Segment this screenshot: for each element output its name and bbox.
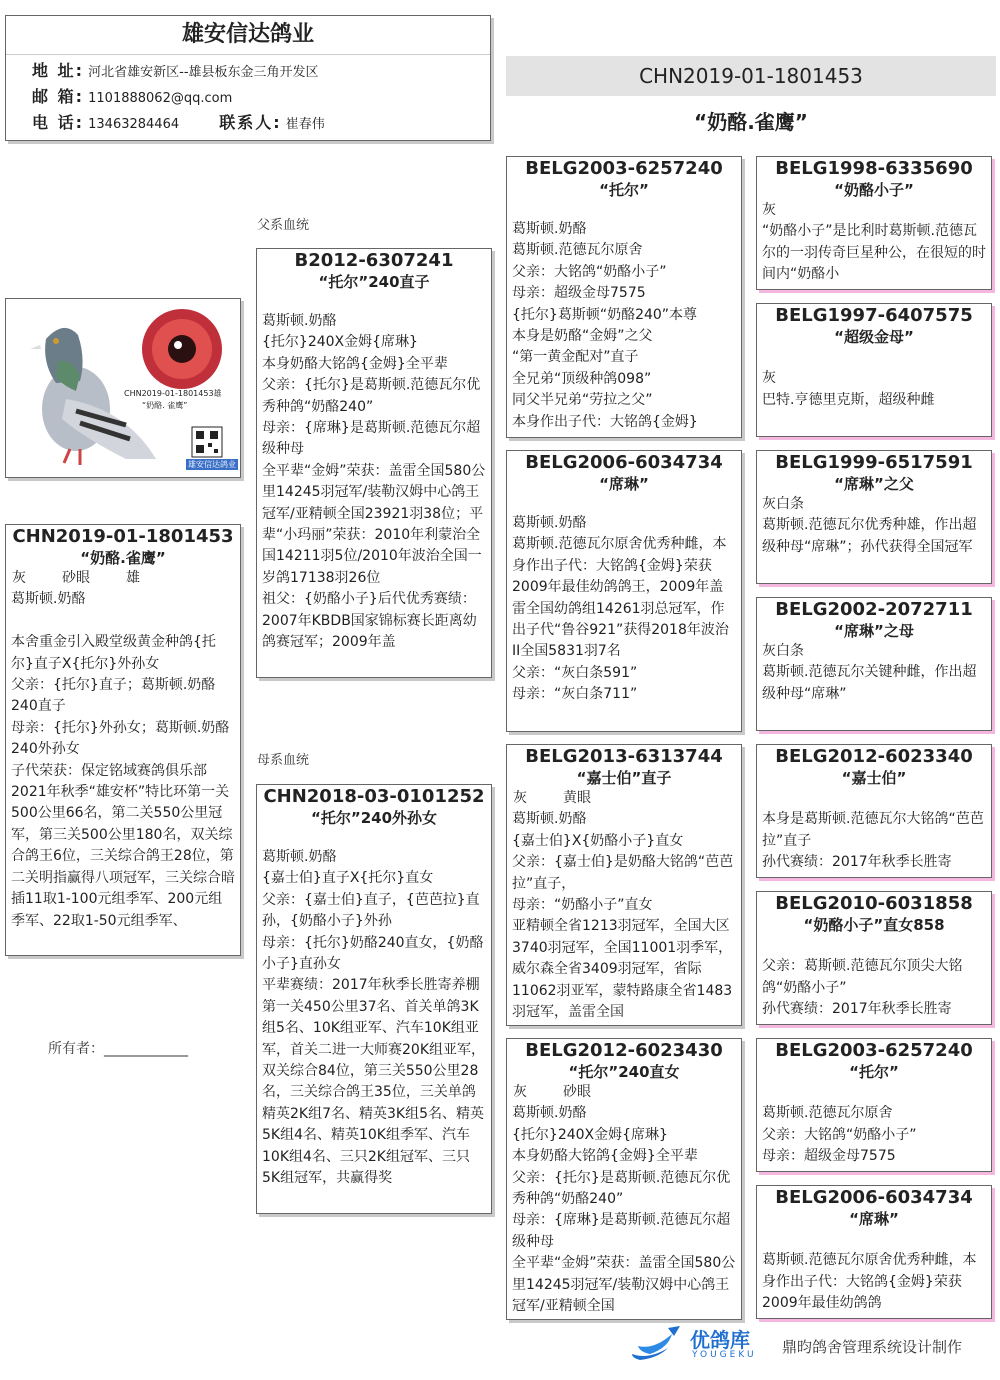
pedigree-text-line: {托尔}240X金姆{席琳} (262, 334, 418, 351)
ddd-nick: “席琳” (849, 1210, 899, 1228)
pedigree-text-line: 葛斯顿.范德瓦尔原舍 (512, 242, 643, 259)
pedigree-text-line: 全平辈“金姆”荣获：盖雷全国580公里14245羽冠军/装勒汉姆中心鸽王冠军/亚精顿全国 (512, 1255, 736, 1315)
pedigree-text-line: {嘉士伯}X{奶酪小子}直女 (512, 832, 684, 849)
dam-lines (257, 847, 491, 1190)
footer-credit: 鼎昀鸽舍管理系统设计制作 (782, 1338, 963, 1356)
pedigree-text-line: 子代荣获：保定铭域赛鸽俱乐部2021年秋季“雄安杯”特比环第一关500公里66名，第二关550公里冠军，第三关500公里180名，双关综合鸽王6位，三关综合鸽王28位，第二关明指赢得八项冠军，三关综合暗插11取1-100元组季军、200元组季军、22取1-50元组季军、 (11, 762, 235, 929)
ds-color: 灰 (513, 790, 527, 806)
sire-card (256, 248, 492, 678)
main-color: 灰 (12, 570, 26, 586)
pedigree-text-line: 母亲：“灰白条711” (512, 686, 638, 703)
pedigree-text-line: 父亲：葛斯顿.范德瓦尔顶尖大铭鸽“奶酪小子” (762, 958, 963, 996)
pedigree-text-line: 本身作出子代：大铭鸽{金姆} (512, 413, 698, 430)
pedigree-text-line: 葛斯顿.范德瓦尔原舍 (762, 1105, 893, 1122)
pedigree-text-line: 祖父：{奶酪小子}后代优秀赛绩：2007年KBDB国家锦标赛长距离幼鸽赛冠军；2009年盖 (262, 591, 477, 651)
sire-lines (257, 311, 491, 654)
pedigree-text-line (11, 611, 235, 632)
dss-nick: “嘉士伯” (841, 769, 907, 787)
email-label: 邮 箱: (32, 87, 84, 106)
ddd-lines (757, 1229, 991, 1315)
ss-nick: “托尔” (599, 181, 649, 199)
pedigree-text-line: 父亲：{托尔}是葛斯顿.范德瓦尔优秀种鸽“奶酪240” (512, 1169, 731, 1208)
dsd-card (756, 891, 992, 1025)
pedigree-text-line: 葛斯顿.范德瓦尔关键种雌，作出超级种母“席琳” (762, 664, 977, 702)
pedigree-text-line: 葛斯顿.范德瓦尔原舍优秀种雌，本身作出子代：大铭鸽{金姆}荣获2009年最佳幼鸽鸽 (762, 1252, 977, 1312)
dam-nick: “托尔”240外孙女 (310, 809, 438, 827)
pedigree-text-line: 葛斯顿.范德瓦尔原舍优秀种雌，本身作出子代：大铭鸽{金姆}荣获2009年最佳幼鸽鸽王，2009年盖雷全国幼鸽组14261羽总冠军，作出子代“鲁谷921”获得2018年波治II全国5831羽7名 (512, 536, 729, 660)
pedigree-text-line (762, 1082, 986, 1103)
photo-caption-ring: CHN2019-01-1801453雄 (124, 389, 222, 398)
pedigree-text-line: 本身是葛斯顿.范德瓦尔大铭鸽“芭芭拉”直子 (762, 811, 984, 849)
pedigree-text-line: {嘉士伯}直子X{托尔}直女 (262, 870, 434, 887)
dds-ring: BELG2003-6257240 (775, 1040, 973, 1061)
pedigree-text-line: 葛斯顿.奶酪 (512, 515, 587, 531)
ss-card (506, 156, 742, 438)
subject-nick: “奶酪.雀鹰” (694, 110, 808, 134)
sss-ring: BELG1998-6335690 (775, 158, 973, 179)
pedigree-text-line: 灰 (762, 202, 776, 218)
address-label: 地 址: (32, 61, 84, 80)
ds-ring: BELG2013-6313744 (525, 746, 723, 767)
owner-label: 所有者：____________ (48, 1041, 188, 1057)
pedigree-text-line: 孙代赛绩：2017年秋季长胜寄 (762, 854, 952, 871)
pedigree-text-line: 母亲：{席琳}是葛斯顿.范德瓦尔超级种母 (512, 1212, 731, 1250)
dsd-nick: “奶酪小子”直女858 (803, 916, 945, 934)
pigeon-photo (5, 298, 241, 478)
dss-card (756, 744, 992, 878)
dss-ring: BELG2012-6023340 (775, 746, 973, 767)
sss-nick: “奶酪小子” (834, 181, 914, 199)
pedigree-text-line: 母亲：超级金母7575 (762, 1148, 896, 1165)
pedigree-text-line: 本舍重金引入殿堂级黄金种鸽{托尔}直子X{托尔}外孙女 (11, 634, 216, 672)
subject-ring: CHN2019-01-1801453 (506, 56, 996, 96)
pedigree-text-line: 平辈赛绩：2017年秋季长胜寄养棚第一关450公里37名、首关单鸽3K组5名、10K组亚军、汽车10K组亚军，首关二进一大师赛20K组亚军，双关综合84位，第三关550公里28名，三关综合鸽王35位，三关单鸽精英2K组7名、精英3K组5名、精英5K组4名、精英10K组季军、汽车10K组4名、三只2K组冠军、三只5K组冠军，共赢得奖 (262, 977, 485, 1187)
sds-ring: BELG1999-6517591 (775, 452, 973, 473)
footer-brand (628, 1322, 988, 1368)
phone: 13463284464 (88, 117, 180, 132)
main-nick: “奶酪.雀鹰” (80, 549, 166, 567)
pedigree-text-line: 亚精顿全省1213羽冠军，全国大区3740羽冠军，全国11001羽季军，威尔森全省3409羽冠军，省际11062羽亚军，蒙特路康全省1483羽冠军，盖雷全国 (512, 918, 733, 1021)
sds-nick: “席琳”之父 (834, 475, 914, 493)
pedigree-text-line: 葛斯顿.奶酪 (11, 591, 86, 608)
pedigree-text-line (762, 347, 986, 368)
pedigree-text-line: 巴特.亨德里克斯，超级种雌 (762, 391, 935, 408)
main-ring: CHN2019-01-1801453 (12, 526, 234, 547)
pedigree-text-line: 父亲：{托尔}直子；葛斯顿.奶酪240直子 (11, 677, 216, 715)
dd-ring: BELG2012-6023430 (525, 1040, 723, 1061)
pedigree-text-line: 葛斯顿.范德瓦尔优秀种雄，作出超级种母“席琳”；孙代获得全国冠军 (762, 517, 977, 555)
sss-card (756, 156, 992, 290)
ds-nick: “嘉士伯”直子 (576, 769, 672, 787)
loft-header (5, 15, 491, 141)
pedigree-text-line: 父亲：{嘉士伯}直子，{芭芭拉}直孙，{奶酪小子}外孙 (262, 891, 480, 930)
ssd-lines (757, 347, 991, 411)
pedigree-text-line: 本身奶酪大铭鸽{金姆}全平辈 (262, 355, 448, 372)
main-sex: 雄 (126, 570, 140, 586)
pedigree-text-line (762, 788, 986, 809)
ds-lines (507, 809, 741, 1023)
address: 河北省雄安新区--雄县板东金三角开发区 (88, 65, 319, 80)
pedigree-text-line: 全兄弟“顶级种鸽098” (512, 370, 652, 387)
pedigree-text-line: 本身是奶酪“金姆”之父 (512, 328, 653, 345)
pedigree-text-line: 母亲：{托尔}奶酪240直女，{奶酪小子}直孙女 (262, 934, 484, 973)
dam-card (256, 784, 492, 1214)
pigeon-illustration (6, 299, 240, 477)
dam-ring: CHN2018-03-0101252 (263, 786, 485, 807)
pedigree-text-line: 本身奶酪大铭鸽{金姆}全平辈 (512, 1148, 698, 1165)
sdd-nick: “席琳”之母 (834, 622, 914, 640)
brand-cn: 优鸽库 (690, 1328, 750, 1352)
pedigree-text-line: {托尔}葛斯顿“奶酪240”本尊 (512, 306, 698, 323)
pedigree-text-line: 父亲：{托尔}是葛斯顿.范德瓦尔优秀种鸽“奶酪240” (262, 377, 481, 415)
pedigree-text-line (762, 935, 986, 956)
pedigree-text-line: 母亲：{席琳}是葛斯顿.范德瓦尔超级种母 (262, 420, 481, 458)
dds-lines (757, 1082, 991, 1168)
ss-lines (507, 219, 741, 433)
pedigree-text-line: 葛斯顿.奶酪 (262, 849, 337, 865)
pedigree-text-line: 灰白条 (762, 496, 804, 512)
pedigree-text-line: 父亲：{嘉士伯}是奶酪大铭鸽“芭芭拉”直子， (512, 854, 734, 892)
pedigree-text-line: 葛斯顿.奶酪 (262, 313, 337, 329)
ds-eye: 黄眼 (563, 790, 591, 806)
dd-lines (507, 1103, 741, 1317)
pedigree-text-line: 孙代赛绩：2017年秋季长胜寄 (762, 1001, 952, 1018)
sdd-card (756, 597, 992, 731)
photo-stamp: 雄安信达鸽业 (188, 460, 236, 469)
pedigree-text-line: 母亲：“奶酪小子”直女 (512, 897, 653, 914)
pedigree-text-line: 父亲：“灰白条591” (512, 664, 638, 681)
dsd-lines (757, 935, 991, 1021)
contact-label: 联系人: (219, 113, 282, 132)
dss-lines (757, 788, 991, 874)
email: 1101888062@qq.com (88, 91, 233, 106)
brand-en: YOUGEKU (692, 1350, 757, 1360)
dd-eye: 砂眼 (563, 1084, 591, 1100)
ddd-ring: BELG2006-6034734 (775, 1187, 973, 1208)
dds-card (756, 1038, 992, 1172)
yougeku-logo-icon (628, 1324, 688, 1364)
ssd-ring: BELG1997-6407575 (775, 305, 973, 326)
sss-lines (757, 200, 991, 286)
dd-color: 灰 (513, 1084, 527, 1100)
sds-card (756, 450, 992, 584)
sd-lines (507, 513, 741, 706)
pedigree-text-line: 同父半兄弟“劳拉之父” (512, 392, 653, 409)
pedigree-text-line: {托尔}240X金姆{席琳} (512, 1126, 668, 1143)
subject-card (5, 524, 241, 956)
sire-ring: B2012-6307241 (294, 250, 454, 271)
pedigree-text-line: 父亲：大铭鸽“奶酪小子” (512, 263, 667, 280)
pedigree-text-line (762, 1229, 986, 1250)
sdd-lines (757, 641, 991, 705)
phone-label: 电 话: (32, 113, 84, 132)
dsd-ring: BELG2010-6031858 (775, 893, 973, 914)
pedigree-text-line: 灰 (762, 370, 776, 387)
pedigree-text-line: 全平辈“金姆”荣获：盖雷全国580公里14245羽冠军/装勒汉姆中心鸽王冠军/亚精顿全国23921羽38位；平辈“小玛丽”荣获：2010年利蒙治全国14211羽5位/2010年波治全国一岁鸽17138羽26位 (262, 462, 486, 586)
contact: 崔春伟 (285, 117, 325, 132)
photo-caption-nick: “奶酪. 雀鹰” (142, 401, 188, 410)
main-lines (6, 589, 240, 932)
sd-ring: BELG2006-6034734 (525, 452, 723, 473)
pedigree-text-line: “第一黄金配对”直子 (512, 349, 639, 366)
sd-nick: “席琳” (599, 475, 649, 493)
main-eye: 砂眼 (62, 570, 90, 586)
loft-title: 雄安信达鸽业 (6, 16, 490, 55)
sds-lines (757, 494, 991, 558)
pedigree-text-line: 母亲：超级金母7575 (512, 285, 646, 302)
pedigree-text-line: 葛斯顿.奶酪 (512, 811, 587, 828)
sire-nick: “托尔”240直子 (318, 273, 430, 291)
sire-line-label: 父系血统 (257, 218, 310, 233)
ss-ring: BELG2003-6257240 (525, 158, 723, 179)
ssd-nick: “超级金母” (834, 328, 914, 346)
dam-line-label: 母系血统 (257, 753, 310, 768)
pedigree-text-line: 母亲：{托尔}外孙女；葛斯顿.奶酪240外孙女 (11, 719, 230, 758)
ssd-card (756, 303, 992, 437)
dd-nick: “托尔”240直女 (568, 1063, 680, 1081)
ds-card (506, 744, 742, 1026)
sdd-ring: BELG2002-2072711 (775, 599, 973, 620)
pedigree-text-line: 葛斯顿.奶酪 (512, 1105, 587, 1122)
dds-nick: “托尔” (849, 1063, 899, 1081)
sd-card (506, 450, 742, 732)
dd-card (506, 1038, 742, 1320)
pedigree-text-line: 葛斯顿.奶酪 (512, 221, 587, 237)
pedigree-text-line: 灰白条 (762, 643, 804, 659)
pedigree-text-line: 父亲：大铭鸽“奶酪小子” (762, 1126, 917, 1143)
pedigree-text-line: “奶酪小子”是比利时葛斯顿.范德瓦尔的一羽传奇巨星种公，在很短的时间内“奶酪小 (762, 223, 986, 283)
ddd-card (756, 1185, 992, 1319)
